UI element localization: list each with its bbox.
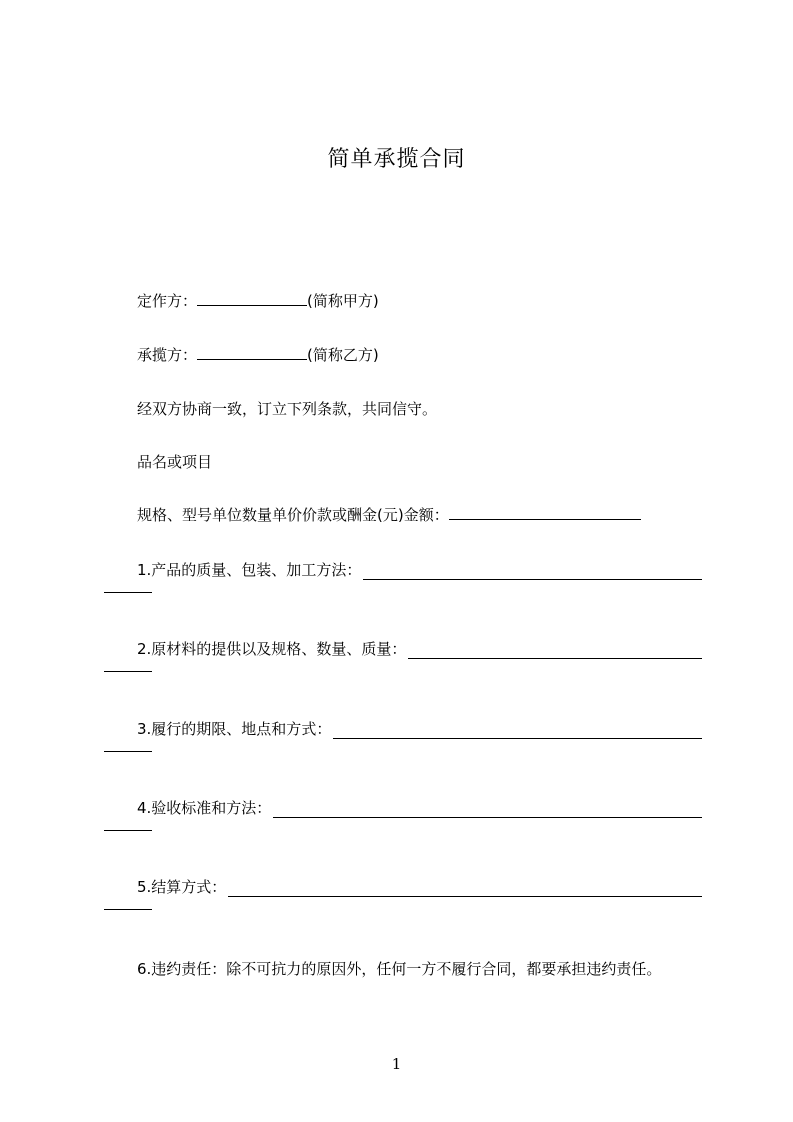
party-b-label: 承揽方： xyxy=(137,346,198,364)
intro-text: 经双方协商一致，订立下列条款，共同信守。 xyxy=(137,400,438,418)
clause-3-blank xyxy=(333,724,702,739)
clause-1-blank-continued xyxy=(104,580,152,593)
page-number: 1 xyxy=(391,1055,402,1073)
clause-5-blank-continued xyxy=(104,897,152,910)
clause-4-label: 4.验收标准和方法： xyxy=(137,799,272,817)
party-b-line xyxy=(137,345,379,365)
product-heading: 品名或项目 xyxy=(137,453,213,471)
clause-4 xyxy=(104,798,702,831)
party-a-note: (简称甲方) xyxy=(307,292,379,310)
clause-3-blank-continued xyxy=(104,739,152,752)
clause-5-label: 5.结算方式： xyxy=(137,878,227,896)
spec-label: 规格、型号单位数量单价价款或酬金(元)金额： xyxy=(137,506,449,524)
clause-1-label: 1.产品的质量、包装、加工方法： xyxy=(137,561,362,579)
clause-1-blank xyxy=(363,565,702,580)
spec-line xyxy=(137,505,641,525)
clause-2-blank-continued xyxy=(104,659,152,672)
party-a-label: 定作方： xyxy=(137,292,198,310)
clause-2-blank xyxy=(408,644,702,659)
clause-4-blank-continued xyxy=(104,818,152,831)
clause-2 xyxy=(104,639,702,672)
clause-5 xyxy=(104,877,702,910)
clause-3 xyxy=(104,719,702,752)
party-a-blank xyxy=(197,291,307,306)
clause-1 xyxy=(104,560,702,593)
party-b-blank xyxy=(197,345,307,360)
clause-5-blank xyxy=(228,882,702,897)
spec-blank xyxy=(449,505,641,520)
clause-2-label: 2.原材料的提供以及规格、数量、质量： xyxy=(137,640,407,658)
party-b-note: (简称乙方) xyxy=(307,346,379,364)
clause-3-label: 3.履行的期限、地点和方式： xyxy=(137,720,332,738)
party-a-line xyxy=(137,291,379,311)
clause-4-blank xyxy=(273,803,702,818)
document-title: 简单承揽合同 xyxy=(327,147,466,172)
clause-6: 6.违约责任：除不可抗力的原因外，任何一方不履行合同，都要承担违约责任。 xyxy=(137,960,662,978)
